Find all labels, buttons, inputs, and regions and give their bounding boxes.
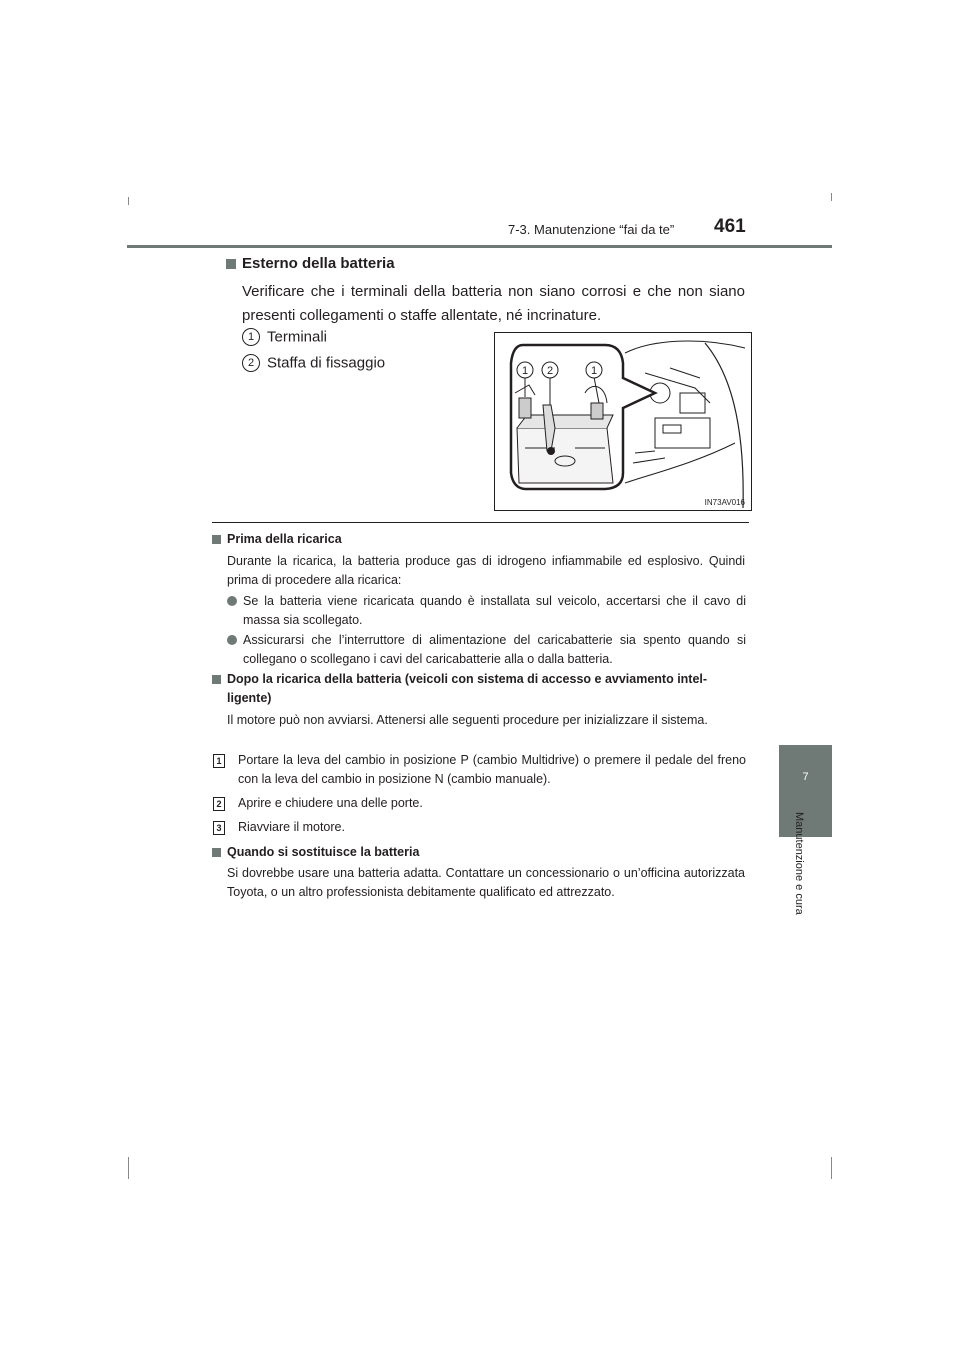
chapter-tab — [779, 745, 832, 837]
subheading: Prima della ricarica — [212, 530, 342, 549]
legend-label: Staffa di fissaggio — [267, 354, 386, 372]
bullet-dot-icon — [227, 596, 237, 606]
callout-number: 2 — [242, 354, 260, 372]
crop-mark — [831, 1157, 832, 1179]
step-item: 3 Riavviare il motore. — [213, 818, 748, 837]
callout-number: 1 — [242, 328, 260, 346]
step-number: 1 — [213, 754, 225, 768]
square-bullet-icon — [212, 848, 221, 857]
legend-item — [242, 354, 385, 372]
legend-label: Terminali — [267, 328, 328, 346]
paragraph: Il motore può non avviarsi. Attenersi alle seguenti procedure per inizializzare il sistema. — [227, 713, 708, 727]
header-rule — [127, 245, 832, 248]
crop-mark — [128, 197, 129, 205]
square-bullet-icon — [212, 535, 221, 544]
step-item: 1 Portare la leva del cambio in posizione P (cambio Multidrive) o premere il pedale del freno con la leva del cambio in posizione N (cambio manuale). — [213, 751, 748, 789]
figure-code: IN73AV016 — [704, 498, 745, 507]
page-number: 461 — [714, 216, 746, 237]
engine-bay-drawing — [495, 333, 751, 510]
section-divider — [212, 522, 749, 523]
subheading: Dopo la ricarica della batteria (veicoli con sistema di accesso e avviamento intel- ligente) — [212, 670, 748, 708]
list-item: Assicurarsi che l’interruttore di alimentazione del caricabatterie sia spento quando si collegano o scollegano i cavi del caricabatterie alla o dalla batteria. — [227, 631, 747, 669]
callout-label: 1 — [590, 365, 598, 377]
paragraph: Si dovrebbe usare una batteria adatta. Contattare un concessionario o un’officina autorizzata Toyota, o un altro professionista debitamente qualificato ed attrezzato. — [227, 866, 745, 899]
section-text: Verificare che i terminali della batteria non siano corrosi e che non siano presenti collegamenti o staffe allentate, né incrinature. — [242, 283, 745, 324]
crop-mark — [831, 193, 832, 201]
section-title: 7-3. Manutenzione “fai da te” — [508, 222, 675, 237]
bullet-dot-icon — [227, 635, 237, 645]
step-number: 3 — [213, 821, 225, 835]
battery-illustration — [494, 332, 752, 511]
chapter-label: Manutenzione e cura — [793, 812, 805, 915]
step-number: 2 — [213, 797, 225, 811]
subheading: Quando si sostituisce la batteria — [212, 843, 419, 862]
list-item: Se la batteria viene ricaricata quando è installata sul veicolo, accertarsi che il cavo di massa sia scollegato. — [227, 592, 747, 630]
callout-label: 2 — [546, 365, 554, 377]
paragraph: Durante la ricarica, la batteria produce gas di idrogeno infiammabile ed esplosivo. Quindi prima di procedere alla ricarica: — [227, 554, 745, 587]
crop-mark — [128, 1157, 129, 1179]
square-bullet-icon — [212, 675, 221, 684]
callout-label: 1 — [521, 365, 529, 377]
section-heading: Esterno della batteria — [226, 255, 395, 272]
step-item: 2 Aprire e chiudere una delle porte. — [213, 794, 748, 813]
legend-item — [242, 328, 327, 346]
square-bullet-icon — [226, 259, 236, 269]
chapter-number: 7 — [802, 771, 809, 783]
